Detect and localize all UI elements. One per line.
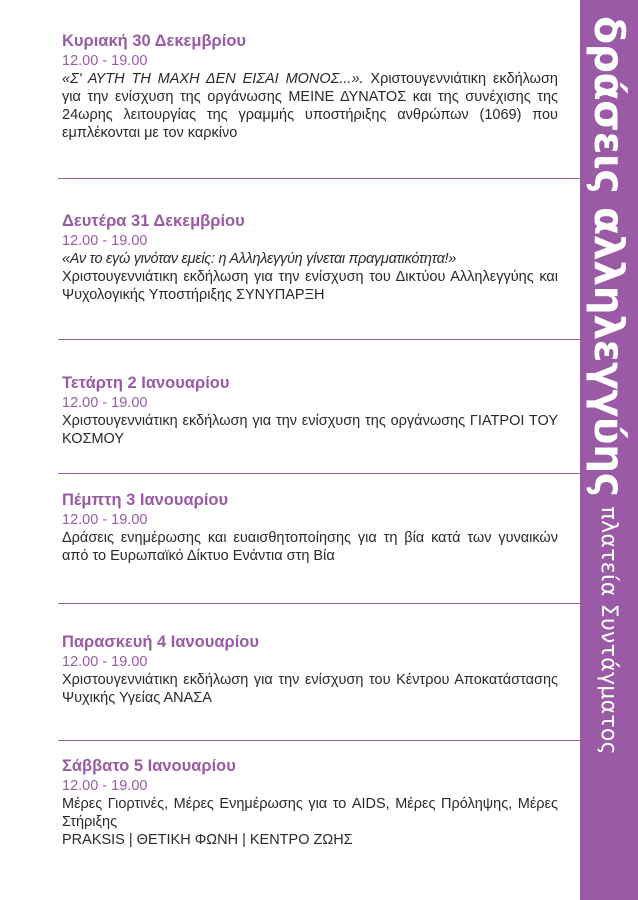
event-text: Χριστουγεννιάτικη εκδήλωση για την ενίσχυση του Δικτύου Αλληλεγγύης και Ψυχολογικής Υποστήριξης ΣΥΝΥΠΑΡΞΗ: [62, 269, 558, 303]
event-title: Κυριακή 30 Δεκεμβρίου: [62, 32, 247, 50]
event-jan-2: [62, 373, 558, 448]
event-time: 12.00 - 19.00: [62, 233, 148, 249]
event-dec-30: [62, 31, 558, 142]
event-jan-4: [62, 632, 558, 707]
divider: [58, 339, 580, 340]
divider: [58, 473, 580, 474]
event-description: [62, 70, 558, 142]
event-time: 12.00 - 19.00: [62, 512, 148, 528]
divider: [58, 603, 580, 604]
sidebar-band: [580, 0, 638, 900]
main-title: δράσεις αλληλεγγύης: [585, 16, 633, 497]
event-time: 12.00 - 19.00: [62, 778, 148, 794]
event-title: Πέμπτη 3 Ιανουαρίου: [62, 491, 229, 509]
event-dec-31: [62, 211, 558, 304]
event-quote: «Σ' ΑΥΤΗ ΤΗ ΜΑΧΗ ΔΕΝ ΕΙΣΑΙ ΜΟΝΟΣ...».: [62, 71, 364, 87]
event-quote: «Αν το εγώ γινόταν εμείς: η Αλληλεγγύη γίνεται πραγματικότητα!»: [62, 251, 457, 267]
event-description: Μέρες Γιορτινές, Μέρες Ενημέρωσης για το AIDS, Μέρες Πρόληψης, Μέρες Στήριξης: [62, 796, 558, 830]
event-description: Χριστουγεννιάτικη εκδήλωση για την ενίσχυση της οργάνωσης ΓΙΑΤΡΟΙ ΤΟΥ ΚΟΣΜΟΥ: [62, 413, 558, 447]
divider: [58, 740, 580, 741]
event-title: Τετάρτη 2 Ιανουαρίου: [62, 374, 230, 392]
event-description: Δράσεις ενημέρωσης και ευαισθητοποίησης για τη βία κατά των γυναικών από το Ευρωπαϊκό Δίκτυο Ενάντια στη Βία: [62, 530, 558, 564]
event-jan-3: [62, 490, 558, 565]
event-time: 12.00 - 19.00: [62, 395, 148, 411]
event-title: Παρασκευή 4 Ιανουαρίου: [62, 633, 259, 651]
event-description: Χριστουγεννιάτικη εκδήλωση για την ενίσχυση του Κέντρου Αποκατάστασης Ψυχικής Υγείας ΑΝΑΣΑ: [62, 672, 558, 706]
event-time: 12.00 - 19.00: [62, 53, 148, 69]
location-subtitle: πλατεία Συντάγματος: [596, 506, 622, 755]
event-title: Σάββατο 5 Ιανουαρίου: [62, 757, 236, 775]
event-description: [62, 250, 558, 304]
sidebar-title: [580, 0, 638, 900]
event-jan-5: [62, 756, 558, 849]
event-title: Δευτέρα 31 Δεκεμβρίου: [62, 212, 245, 230]
event-organizers: PRAKSIS | ΘΕΤΙΚΗ ΦΩΝΗ | ΚΕΝΤΡΟ ΖΩΗΣ: [62, 832, 353, 848]
event-time: 12.00 - 19.00: [62, 654, 148, 670]
event-text: Χριστουγεννιάτικη εκδήλωση για την ενίσχυση της οργάνωσης ΜΕΙΝΕ ΔΥΝΑΤΟΣ και της συνέχισης της 24ωρης λειτουργίας της γραμμής υποστήριξης ανθρώπων (1069) που εμπλέκονται με τον καρκίνο: [62, 71, 558, 141]
divider: [58, 178, 580, 179]
